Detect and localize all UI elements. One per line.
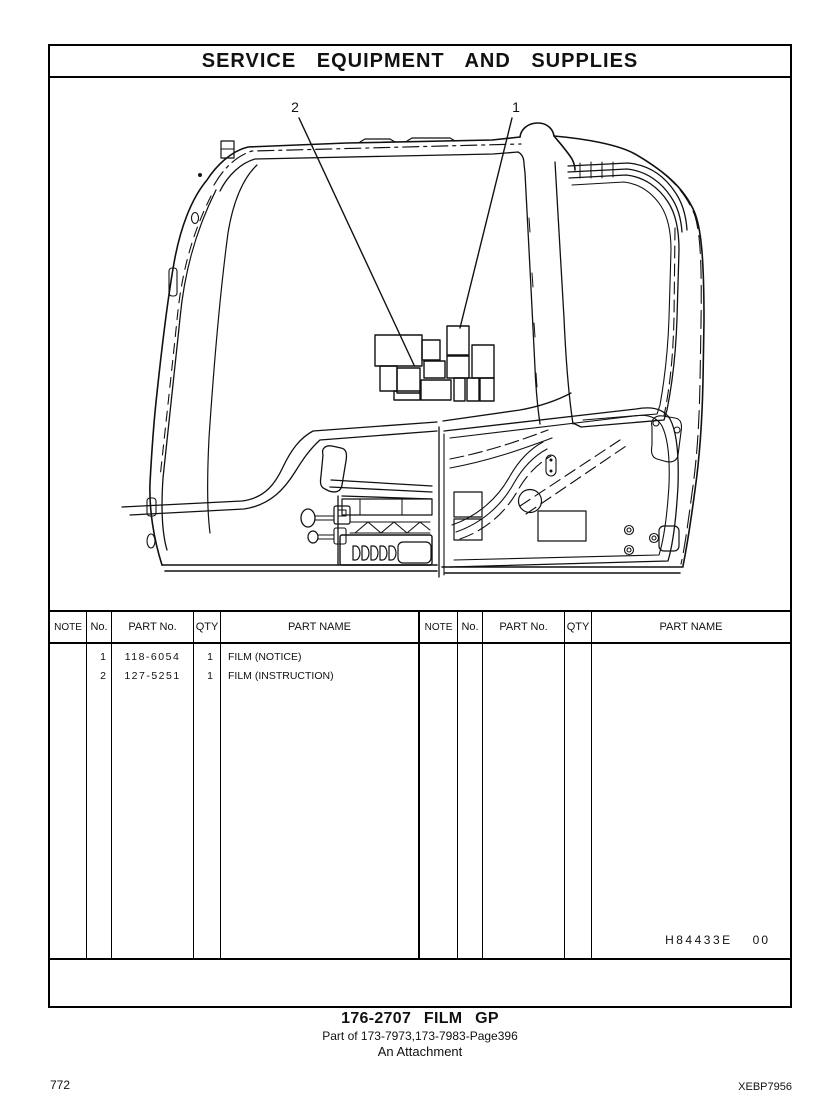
column-header-no-2: No. [458,612,483,642]
column-header-part-name: PART NAME [221,612,420,642]
footer-attachment: An Attachment [377,1044,463,1059]
column-header-qty: QTY [194,612,221,642]
stamp-revision: 00 [752,933,770,947]
column-header-part-name-2: PART NAME [659,621,723,633]
page-number: 772 [50,1078,71,1092]
stamp-row [50,910,790,960]
footer-reference: Part of 173-7973,173-7983-Page396 [322,1029,518,1043]
seat-assembly [301,446,432,565]
row-part-name: FILM (INSTRUCTION) [228,670,334,682]
row-no: 1 [100,651,106,663]
door-window [568,158,701,564]
callout-2-leader [299,118,414,365]
footer-block [0,1010,840,1059]
cab-illustration [50,78,790,610]
film-decals [375,326,494,401]
column-header-note: NOTE [50,612,87,642]
footer-assembly-title: 176-2707 FILM GP [341,1010,499,1027]
row-part-no: 127-5251 [124,670,181,682]
page-title: SERVICE EQUIPMENT AND SUPPLIES [201,49,639,72]
door-panel [439,408,681,577]
parts-table-header [50,612,790,644]
column-header-qty-2: QTY [565,612,592,642]
callout-1-label: 1 [512,99,520,115]
column-header-note-2: NOTE [420,612,458,642]
cab-outline [147,123,704,573]
callout-2 [291,99,414,365]
row-no: 2 [100,670,106,682]
callout-2-label: 2 [291,99,299,115]
callout-1-leader [460,118,512,328]
illustration-area [50,78,790,610]
row-part-name: FILM (NOTICE) [228,651,302,663]
row-qty: 1 [207,651,213,663]
column-header-no: No. [87,612,112,642]
doc-code: XEBP7956 [738,1081,792,1093]
seat-base-vents [353,546,396,560]
callout-1 [460,99,520,328]
column-header-part-no-2: PART No. [483,612,565,642]
door-bolts [625,526,659,555]
b-pillar [525,162,573,424]
page-frame [48,44,792,1008]
row-qty: 1 [207,670,213,682]
column-header-part-no: PART No. [112,612,194,642]
stamp-code: H84433E [665,933,733,947]
title-bar [50,46,790,78]
row-part-no: 118-6054 [124,651,181,663]
parts-table [50,610,790,960]
